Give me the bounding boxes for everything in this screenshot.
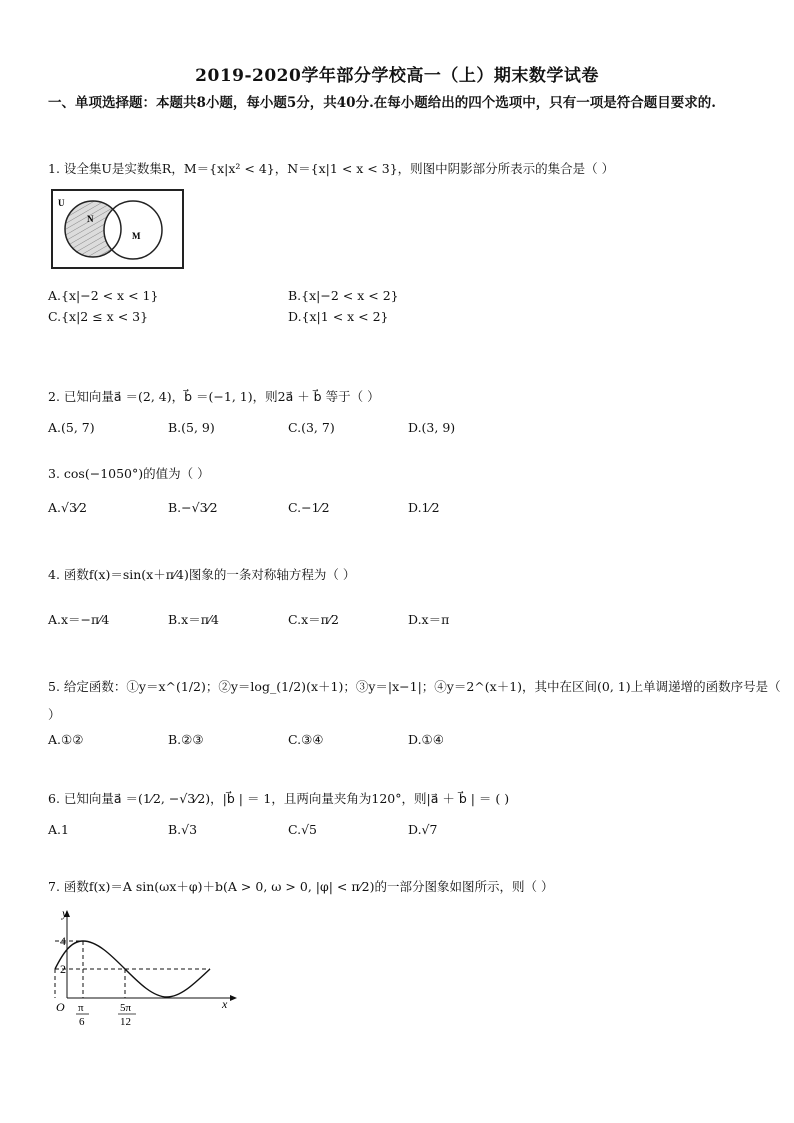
x-tick-5pi12-num: 5π	[120, 1002, 132, 1014]
q4-option-c: C.x＝π⁄2	[288, 612, 339, 627]
q3-option-d: D.1⁄2	[408, 500, 440, 515]
q4-option-a: A.x＝−π⁄4	[48, 612, 110, 627]
page-title: 2019-2020学年部分学校高一（上）期末数学试卷	[195, 66, 599, 86]
q3-option-b: B.−√3⁄2	[168, 500, 218, 515]
x-tick-pi6-num: π	[78, 1002, 84, 1014]
q2-option-c: C.(3, 7)	[288, 420, 335, 435]
label-n: N	[87, 214, 94, 224]
q1-option-d: D.{x|1 < x < 2}	[288, 309, 389, 324]
question-2-stem: 2. 已知向量a⃗ ＝(2, 4)，b⃗ ＝(−1, 1)，则2a⃗ ＋ b⃗ 等于（ ）	[48, 389, 380, 404]
label-u: U	[58, 198, 65, 208]
question-4-stem: 4. 函数f(x)＝sin(x＋π⁄4)图象的一条对称轴方程为（ ）	[48, 567, 356, 582]
section-heading: 一、单项选择题：本题共8小题，每小题5分，共40分.在每小题给出的四个选项中，只有一项是符合题目要求的.	[48, 95, 716, 111]
q6-option-d: D.√7	[408, 822, 438, 837]
question-5-stem: 5. 给定函数：①y＝x^(1/2)；②y＝log_(1/2)(x＋1)；③y＝|x−1|；④y＝2^(x＋1)，其中在区间(0, 1)上单调递增的函数序号是（	[48, 679, 781, 694]
x-tick-pi6-den: 6	[79, 1016, 85, 1028]
q2-option-d: D.(3, 9)	[408, 420, 456, 435]
q1-option-c: C.{x|2 ≤ x < 3}	[48, 309, 149, 324]
sine-graph	[45, 905, 245, 1030]
origin-label: O	[56, 1000, 65, 1014]
q4-option-d: D.x＝π	[408, 612, 450, 627]
q3-option-c: C.−1⁄2	[288, 500, 330, 515]
question-1-stem: 1. 设全集U是实数集R，M＝{x|x² < 4}，N＝{x|1 < x < 3}，则图中阴影部分所表示的集合是（ ）	[48, 161, 615, 176]
q1-option-b: B.{x|−2 < x < 2}	[288, 288, 399, 303]
x-tick-5pi12-den: 12	[120, 1016, 131, 1028]
question-3-stem: 3. cos(−1050°)的值为（ ）	[48, 466, 210, 481]
q6-option-b: B.√3	[168, 822, 198, 837]
y-tick-4: 4	[60, 934, 66, 948]
x-axis-label: x	[222, 997, 228, 1011]
q2-option-a: A.(5, 7)	[48, 420, 95, 435]
y-axis-label: y	[62, 906, 68, 920]
q5-option-d: D.①④	[408, 732, 444, 747]
label-m: M	[132, 231, 141, 241]
y-tick-2: 2	[60, 962, 66, 976]
q1-option-a: A.{x|−2 < x < 1}	[48, 288, 159, 303]
q6-option-c: C.√5	[288, 822, 318, 837]
question-7-stem: 7. 函数f(x)＝A sin(ωx＋φ)＋b(A > 0, ω > 0, |φ| < π⁄2)的一部分图象如图所示，则（ ）	[48, 879, 554, 894]
q5-option-a: A.①②	[48, 732, 84, 747]
question-6-stem: 6. 已知向量a⃗ ＝(1⁄2, −√3⁄2)，|b⃗ | ＝ 1，且两向量夹角为120°，则|a⃗ ＋ b⃗ | ＝ ( )	[48, 791, 510, 806]
venn-diagram	[50, 186, 188, 272]
q3-option-a: A.√3⁄2	[48, 500, 87, 515]
q2-option-b: B.(5, 9)	[168, 420, 215, 435]
question-5-stem-cont: ）	[48, 707, 61, 722]
q6-option-a: A.1	[48, 822, 69, 837]
q4-option-b: B.x＝π⁄4	[168, 612, 219, 627]
q5-option-c: C.③④	[288, 732, 324, 747]
q5-option-b: B.②③	[168, 732, 204, 747]
